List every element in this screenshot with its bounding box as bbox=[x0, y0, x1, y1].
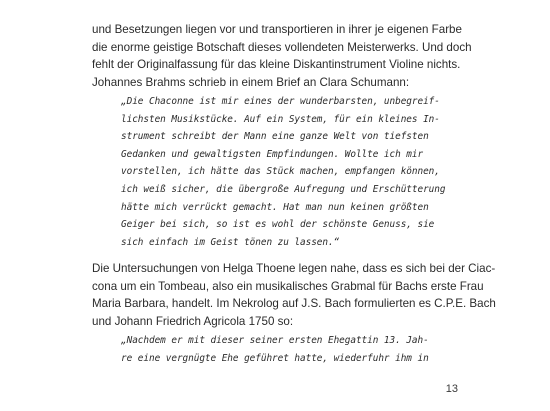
quote-line: Geiger bei sich, so ist es wohl der schönste Genuss, sie bbox=[121, 219, 435, 231]
paragraph-line: und Johann Friedrich Agricola 1750 so: bbox=[92, 314, 294, 328]
brahms-quote bbox=[121, 93, 456, 251]
paragraph-1 bbox=[92, 21, 482, 91]
quote-line: „Die Chaconne ist mir eines der wunderbarsten, unbegreif- bbox=[121, 96, 440, 107]
quote-line: Gedanken und gewaltigsten Empfindungen. Wollte ich mir bbox=[121, 148, 424, 160]
quote-line: sich einfach im Geist tönen zu lassen.“ bbox=[121, 236, 340, 248]
paragraph-line: Die Untersuchungen von Helga Thoene legen nahe, dass es sich bei der Ciac- bbox=[92, 262, 496, 275]
paragraph-line: Maria Barbara, handelt. Im Nekrolog auf J.S. Bach formulierten es C.P.E. Bach bbox=[92, 297, 496, 311]
page-number: 13 bbox=[445, 383, 458, 395]
necrology-quote bbox=[121, 332, 456, 367]
paragraph-line: fehlt der Originalfassung für das kleine Diskantinstrument Violine nichts. bbox=[92, 58, 461, 72]
quote-line: ich weiß sicher, die übergroße Aufregung und Erschütterung bbox=[121, 183, 446, 195]
quote-line: lichsten Musikstücke. Auf ein System, für ein kleines In- bbox=[121, 113, 440, 125]
paragraph-line: und Besetzungen liegen vor und transportieren in ihrer je eigenen Farbe bbox=[92, 23, 462, 36]
quote-line: hätte mich verrückt gemacht. Hat man nun keinen größten bbox=[121, 201, 429, 213]
paragraph-2 bbox=[92, 260, 496, 330]
paragraph-line: Johannes Brahms schrieb in einem Brief an Clara Schumann: bbox=[92, 75, 410, 89]
paragraph-line: die enorme geistige Botschaft dieses vollendeten Meisterwerks. Und doch bbox=[92, 40, 472, 54]
quote-line: „Nachdem er mit dieser seiner ersten Ehegattin 13. Jah- bbox=[121, 335, 429, 346]
quote-line: vorstellen, ich hätte das Stück machen, empfangen können, bbox=[121, 166, 440, 178]
quote-line: strument schreibt der Mann eine ganze Welt von tiefsten bbox=[121, 131, 429, 143]
quote-line: re eine vergnügte Ehe geführet hatte, wiederfuhr ihm in bbox=[121, 352, 429, 364]
paragraph-line: cona um ein Tombeau, also ein musikalisches Grabmal für Bachs erste Frau bbox=[92, 279, 484, 293]
